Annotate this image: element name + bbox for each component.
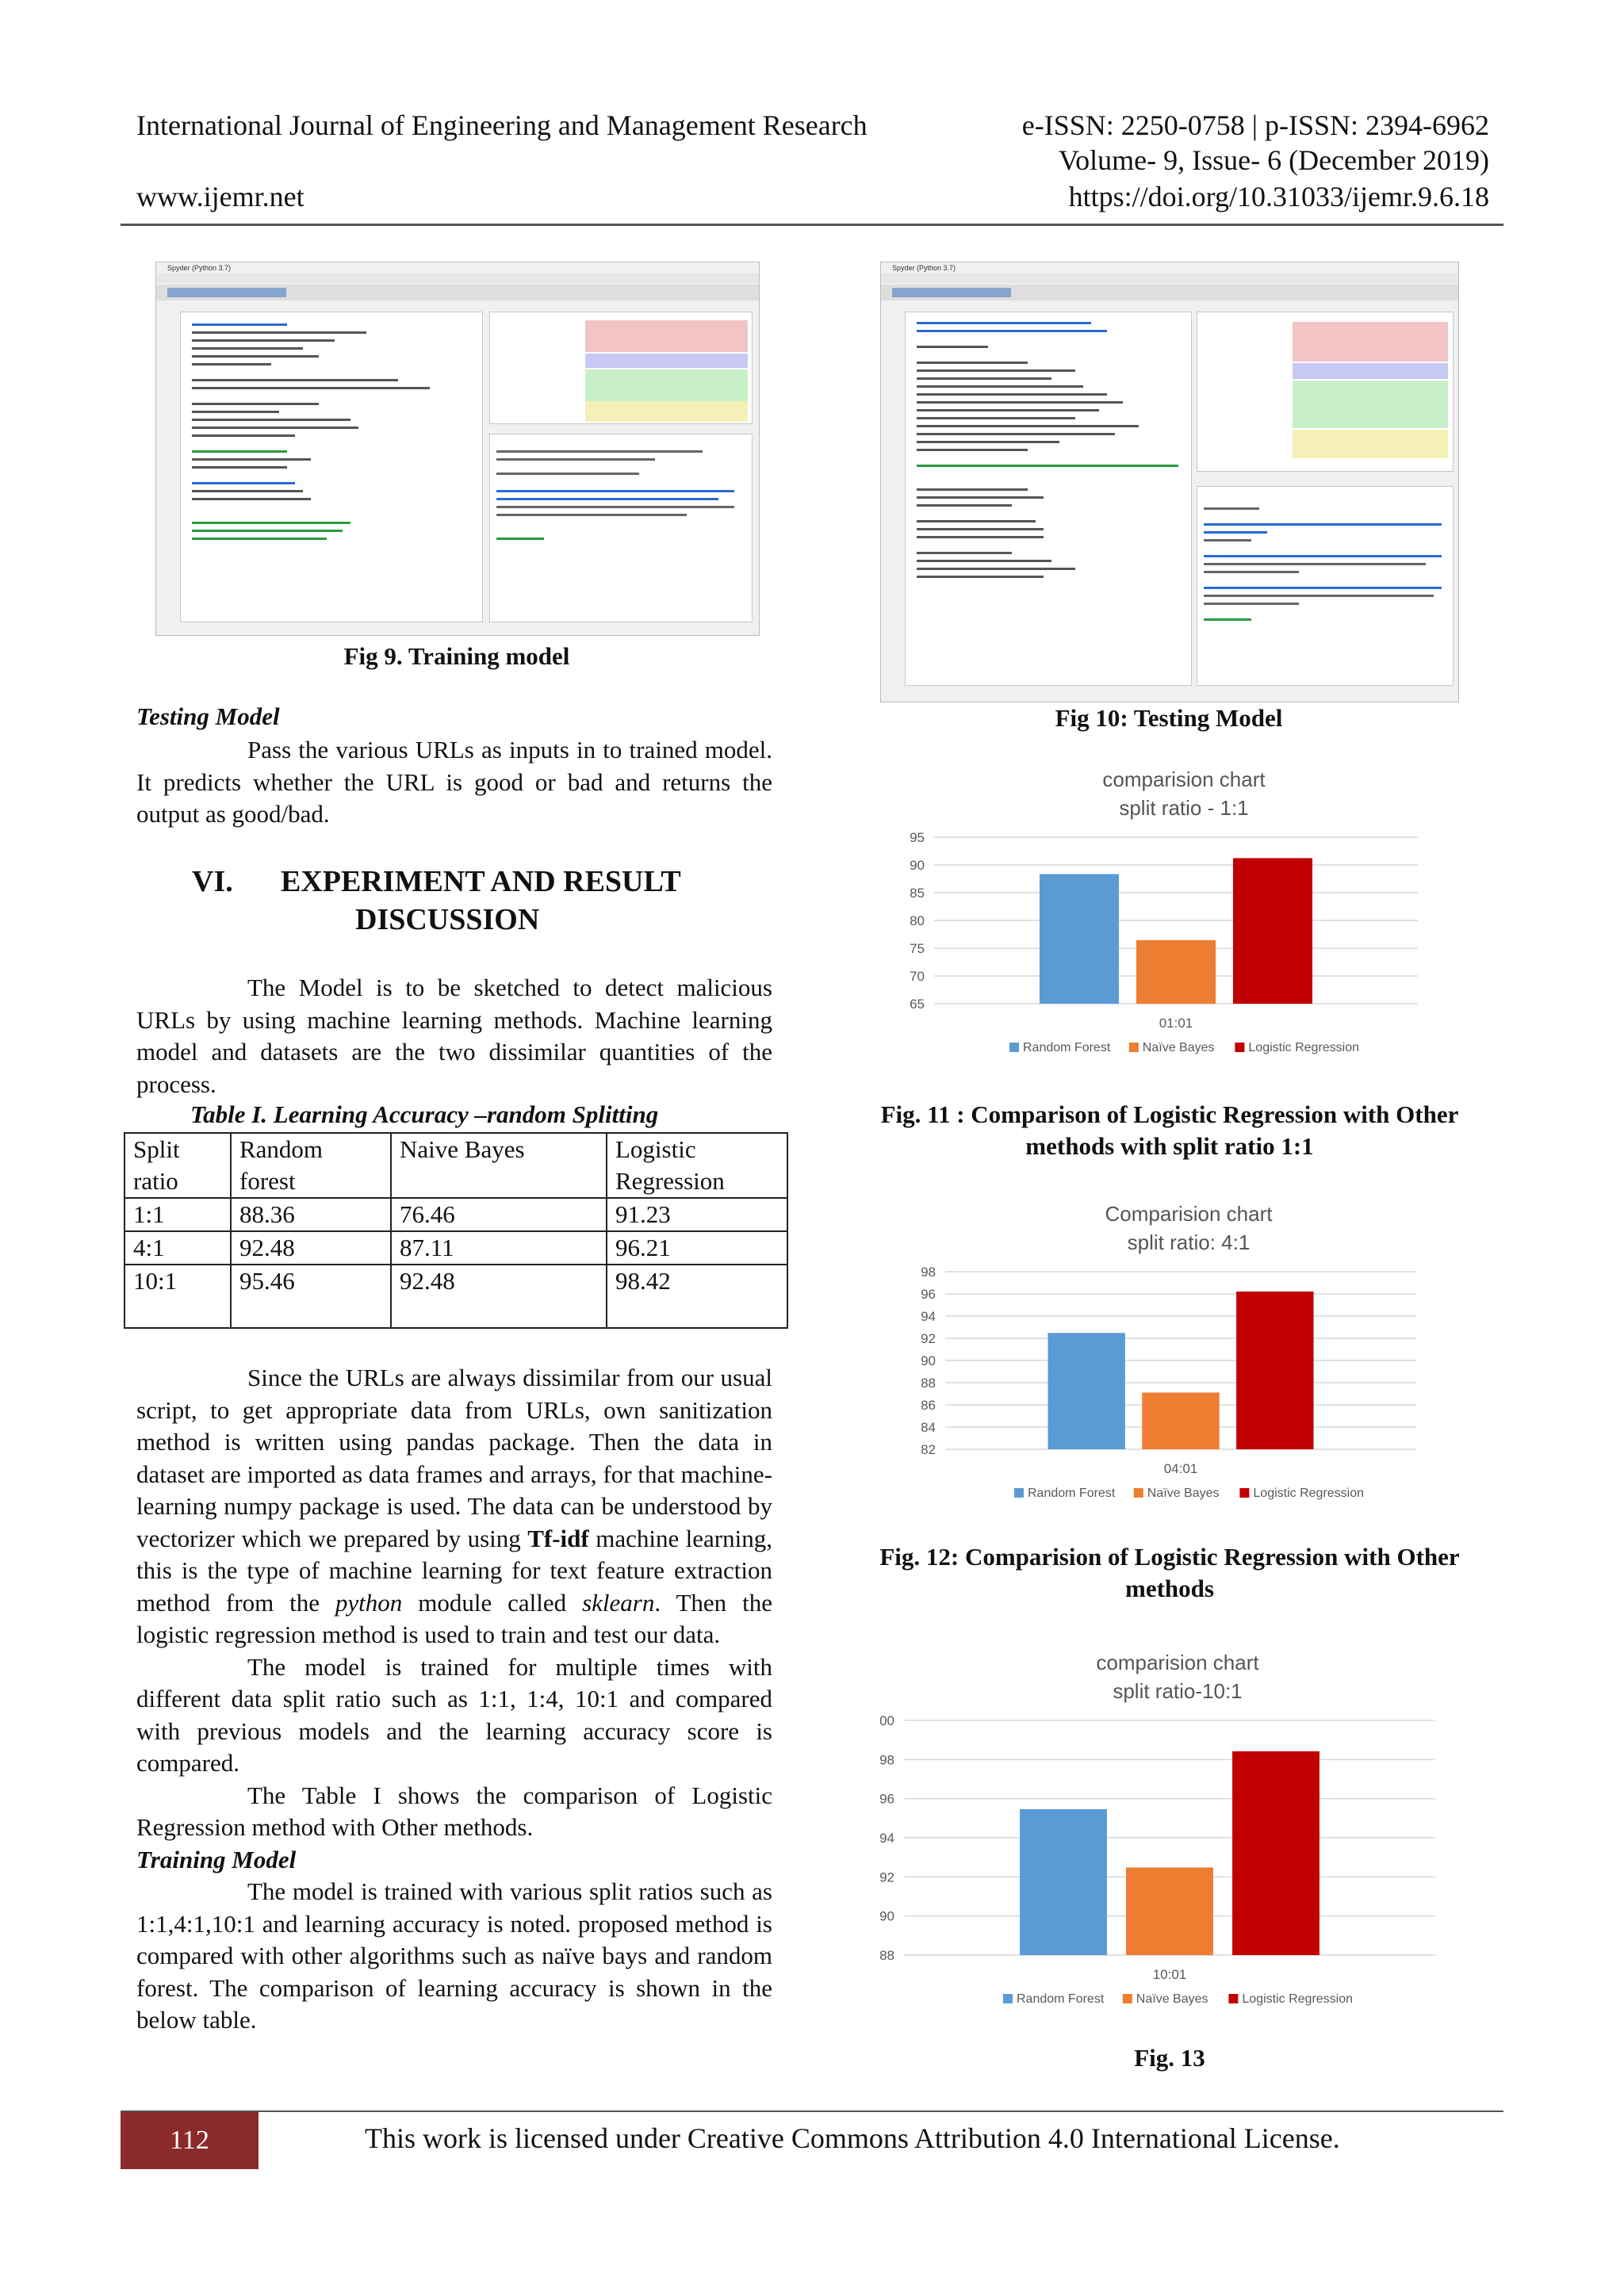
x-tick-label: 10:01 bbox=[1152, 1967, 1187, 1982]
y-tick-label: 84 bbox=[921, 1420, 936, 1435]
fig9-window-title: Spyder (Python 3.7) bbox=[167, 264, 232, 272]
bar-random-forest bbox=[1020, 1809, 1107, 1955]
table1-caption: Table I. Learning Accuracy –random Splitting bbox=[190, 1100, 659, 1128]
testing-model-paragraph: Pass the various URLs as inputs in to trained model. It predicts whether the URL is good or bad and returns the output as good/bad. bbox=[136, 736, 772, 828]
y-tick-label: 98 bbox=[879, 1752, 894, 1768]
legend-swatch bbox=[1228, 1994, 1238, 2003]
table-row bbox=[124, 1231, 787, 1265]
table-cell: 92.48 bbox=[391, 1265, 607, 1328]
legend-swatch bbox=[1123, 1994, 1132, 2003]
body-paragraphs bbox=[136, 1362, 772, 2037]
chart-fig12 bbox=[906, 1192, 1440, 1536]
chart-title: Comparision chart bbox=[1105, 1202, 1273, 1226]
chart-fig11 bbox=[894, 758, 1442, 1091]
table-cell: 95.46 bbox=[231, 1265, 391, 1328]
chart-fig13 bbox=[864, 1641, 1459, 2042]
chart-subtitle: split ratio-10:1 bbox=[1113, 1679, 1243, 1703]
header-random: Random bbox=[239, 1135, 324, 1163]
fig10-caption: Fig 10: Testing Model bbox=[1055, 704, 1283, 732]
bar-na-ve-bayes bbox=[1142, 1392, 1219, 1449]
footer-rule bbox=[121, 2110, 1503, 2112]
testing-model-heading: Testing Model bbox=[136, 702, 280, 730]
bar-logistic-regression bbox=[1236, 1292, 1313, 1449]
y-tick-label: 94 bbox=[879, 1831, 894, 1846]
table-cell: 88.36 bbox=[231, 1198, 391, 1231]
issn: e-ISSN: 2250-0758 | p-ISSN: 2394-6962 bbox=[1021, 109, 1489, 141]
legend-label: Logistic Regression bbox=[1242, 1992, 1354, 2006]
fig12-caption bbox=[841, 1541, 1499, 1605]
chart-fig12-svg bbox=[906, 1192, 1440, 1536]
y-tick-label: 88 bbox=[879, 1948, 894, 1963]
fig10-editor-pane bbox=[905, 312, 1192, 686]
fig9-variable-explorer bbox=[489, 312, 753, 424]
doi-link[interactable]: https://doi.org/10.31033/ijemr.9.6.18 bbox=[1068, 181, 1489, 212]
header-naive: Naive Bayes bbox=[400, 1135, 525, 1163]
fig11-caption-line1: Fig. 11 : Comparison of Logistic Regression with Other bbox=[880, 1100, 1459, 1128]
page-number: 112 bbox=[121, 2112, 259, 2169]
legend-swatch bbox=[1003, 1994, 1013, 2003]
fig11-caption-line2: methods with split ratio 1:1 bbox=[1025, 1132, 1314, 1160]
license-text: This work is licensed under Creative Commons Attribution 4.0 International License. bbox=[365, 2122, 1340, 2154]
volume: Volume- 9, Issue- 6 (December 2019) bbox=[1058, 144, 1489, 176]
table-cell: 87.11 bbox=[391, 1231, 607, 1265]
y-tick-label: 96 bbox=[879, 1791, 894, 1807]
y-tick-label: 95 bbox=[910, 830, 925, 845]
table-cell: 76.46 bbox=[391, 1198, 607, 1231]
legend-swatch bbox=[1129, 1043, 1139, 1052]
y-tick-label: 88 bbox=[921, 1376, 936, 1391]
bar-na-ve-bayes bbox=[1136, 940, 1216, 1004]
header-split: Split bbox=[133, 1135, 180, 1163]
table-row bbox=[124, 1265, 787, 1328]
y-tick-label: 90 bbox=[921, 1353, 936, 1368]
table-cell: 10:1 bbox=[124, 1265, 231, 1328]
bar-logistic-regression bbox=[1232, 1751, 1320, 1955]
accuracy-table bbox=[124, 1132, 788, 1329]
y-tick-label: 90 bbox=[910, 858, 925, 873]
table-cell: 92.48 bbox=[231, 1231, 391, 1265]
fig9-editor-pane bbox=[180, 312, 483, 622]
section-number: VI. bbox=[192, 865, 233, 898]
legend-swatch bbox=[1009, 1043, 1019, 1052]
y-tick-label: 86 bbox=[921, 1398, 936, 1413]
table-reference-paragraph: The Table I shows the comparison of Logistic Regression method with Other methods. bbox=[136, 1781, 772, 1841]
bar-logistic-regression bbox=[1233, 858, 1312, 1004]
legend-label: Naïve Bayes bbox=[1147, 1487, 1220, 1500]
y-tick-label: 82 bbox=[921, 1442, 936, 1457]
fig9-console bbox=[489, 434, 753, 622]
legend-swatch bbox=[1134, 1488, 1143, 1498]
x-tick-label: 01:01 bbox=[1159, 1016, 1193, 1031]
table-row bbox=[124, 1198, 787, 1231]
bar-random-forest bbox=[1048, 1333, 1124, 1449]
fig10-console bbox=[1197, 486, 1454, 686]
y-tick-label: 98 bbox=[921, 1265, 936, 1280]
header-rule bbox=[121, 224, 1503, 226]
legend-label: Random Forest bbox=[1017, 1992, 1105, 2006]
y-tick-label: 90 bbox=[879, 1908, 894, 1924]
journal-website[interactable]: www.ijemr.net bbox=[136, 181, 304, 212]
legend-label: Random Forest bbox=[1028, 1487, 1116, 1500]
y-tick-label: 80 bbox=[910, 913, 925, 928]
bar-random-forest bbox=[1040, 874, 1119, 1004]
table-cell: 91.23 bbox=[607, 1198, 787, 1231]
table-cell: 1:1 bbox=[124, 1198, 231, 1231]
y-tick-label: 00 bbox=[879, 1713, 894, 1728]
chart-title: comparision chart bbox=[1102, 767, 1266, 791]
y-tick-label: 92 bbox=[879, 1869, 894, 1885]
y-tick-label: 70 bbox=[910, 969, 925, 984]
legend-label: Logistic Regression bbox=[1253, 1487, 1365, 1500]
y-tick-label: 92 bbox=[921, 1331, 936, 1346]
fig12-caption-line2: methods bbox=[1125, 1575, 1214, 1602]
fig10-screenshot bbox=[880, 262, 1459, 702]
section-title-line2: DISCUSSION bbox=[355, 903, 540, 936]
header-logistic: Logistic bbox=[615, 1135, 696, 1163]
section-title-line1: EXPERIMENT AND RESULT bbox=[281, 865, 681, 898]
fig10-window-title: Spyder (Python 3.7) bbox=[892, 264, 956, 272]
header-split-2: ratio bbox=[133, 1167, 178, 1195]
header-logistic-2: Regression bbox=[615, 1167, 725, 1195]
fig13-caption: Fig. 13 bbox=[1134, 2044, 1205, 2072]
journal-name: International Journal of Engineering and Management Research bbox=[136, 109, 868, 141]
table-cell: 96.21 bbox=[607, 1231, 787, 1265]
training-model-heading: Training Model bbox=[136, 1845, 297, 1873]
header-random-2: forest bbox=[239, 1167, 296, 1195]
legend-swatch bbox=[1014, 1488, 1024, 1498]
methods-paragraph: Since the URLs are always dissimilar from our usual script, to get appropriate data from URLs, own sanitization method is written using pandas package. Then the data in dataset are imported as data frames and arrays, for that machine-learning numpy package is used. The data can be understood by vectorizer which we prepared by using Tf-idf machine learning, this is the type of machine learning for text feature extraction method from the python module called sklearn. Then the logistic regression method is used to train and test our data. bbox=[136, 1364, 772, 1648]
training-model-paragraph: The model is trained with various split ratios such as 1:1,4:1,10:1 and learning accuracy is noted. proposed method is compared with other algorithms such as naïve bays and random forest. The comparison of learning accuracy is shown in the below table. bbox=[136, 1877, 772, 2034]
fig9-screenshot bbox=[155, 262, 760, 636]
legend-label: Random Forest bbox=[1023, 1041, 1111, 1054]
legend-label: Naïve Bayes bbox=[1136, 1992, 1208, 2006]
chart-fig11-svg bbox=[894, 758, 1442, 1091]
chart-title: comparision chart bbox=[1096, 1651, 1259, 1674]
experiment-intro: The Model is to be sketched to detect malicious URLs by using machine learning methods. Machine learning model and datasets are the two dissimilar quantities of the process. bbox=[136, 974, 772, 1098]
y-tick-label: 75 bbox=[910, 941, 925, 956]
legend-swatch bbox=[1235, 1043, 1244, 1052]
table-cell: 98.42 bbox=[607, 1265, 787, 1328]
y-tick-label: 94 bbox=[921, 1309, 936, 1324]
chart-subtitle: split ratio: 4:1 bbox=[1127, 1230, 1251, 1254]
legend-label: Logistic Regression bbox=[1248, 1041, 1360, 1054]
table-cell: 4:1 bbox=[124, 1231, 231, 1265]
fig9-caption: Fig 9. Training model bbox=[343, 642, 570, 670]
training-paragraph: The model is trained for multiple times with different data split ratio such as 1:1, 1:4, 10:1 and compared with previous models and the learning accuracy score is compared. bbox=[136, 1652, 772, 1777]
y-tick-label: 96 bbox=[921, 1287, 936, 1302]
bar-na-ve-bayes bbox=[1126, 1867, 1213, 1955]
x-tick-label: 04:01 bbox=[1163, 1461, 1198, 1476]
legend-swatch bbox=[1239, 1488, 1249, 1498]
fig10-variable-explorer bbox=[1197, 312, 1454, 472]
fig12-caption-line1: Fig. 12: Comparision of Logistic Regression with Other bbox=[879, 1543, 1460, 1571]
y-tick-label: 65 bbox=[910, 997, 925, 1012]
chart-subtitle: split ratio - 1:1 bbox=[1119, 796, 1249, 820]
legend-label: Naïve Bayes bbox=[1142, 1041, 1215, 1054]
table-header-row bbox=[124, 1133, 787, 1198]
fig11-caption bbox=[841, 1099, 1499, 1162]
chart-fig13-svg bbox=[864, 1641, 1459, 2042]
y-tick-label: 85 bbox=[910, 886, 925, 901]
